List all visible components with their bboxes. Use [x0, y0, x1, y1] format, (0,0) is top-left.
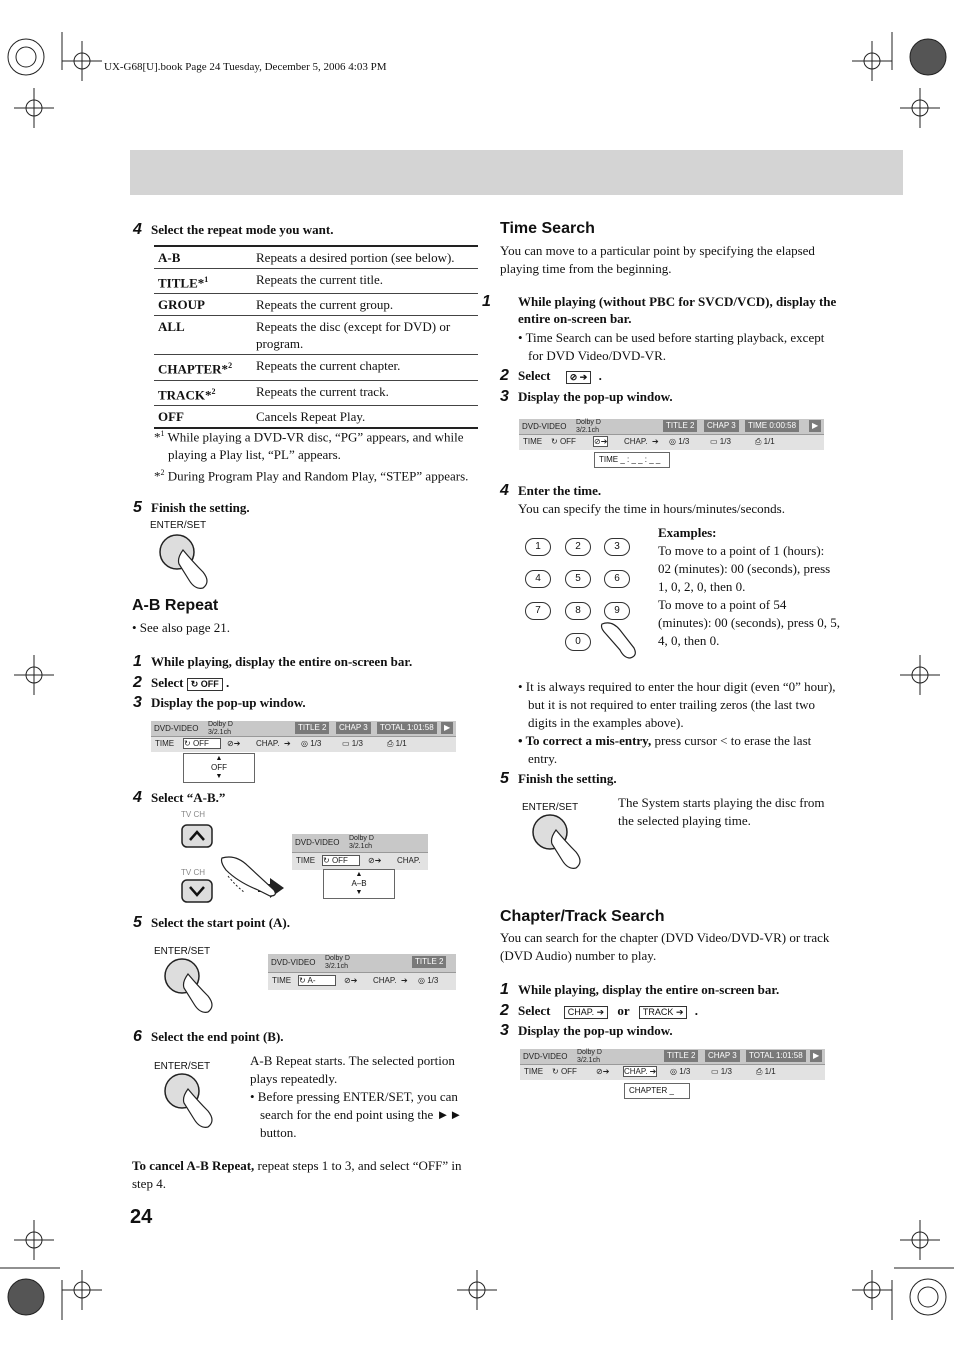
repeat-field: ↻ OFF: [552, 1067, 577, 1076]
step-5: 5 Finish the setting.: [133, 499, 250, 516]
osd-bar-ab: DVD-VIDEO Dolby D 3/2.1ch TITLE 2 CHAP 3 TOTAL 1:01:58 ▶ TIME ↻ OFF ⊘➔ CHAP. ➔ ◎ 1/3 ▭ 1/3 ⎙ 1/1: [151, 721, 456, 752]
ts-step-1: 1 While playing (without PBC for SVCD/VCD), display the entire on-screen bar.: [482, 293, 837, 326]
repeat-field: ↻ OFF: [183, 738, 221, 749]
time-search-icon: ⊘➔: [368, 856, 382, 865]
finger-icon: [598, 620, 640, 662]
time-search-intro: You can move to a particular point by specifying the elapsed playing time from the beginning.: [500, 243, 815, 276]
time-search-heading: Time Search: [500, 220, 595, 237]
footnotes: [154, 425, 479, 486]
ab-step-1: 1 While playing, display the entire on-screen bar.: [133, 653, 413, 670]
ts-step-1-bullet: • Time Search can be used before starting playback, except for DVD Video/DVD-VR.: [518, 330, 825, 363]
repeat-mode-desc: Cancels Repeat Play.: [252, 405, 478, 428]
popup-time-entry: TIME _ : _ _ : _ _: [594, 452, 670, 468]
subtitle-icon: ▭ 1/3: [710, 437, 731, 446]
repeat-mode-desc: Repeats the current chapter.: [252, 355, 478, 380]
enter-set-button-icon: [160, 956, 230, 1014]
cs-step-1: 1 While playing, display the entire on-screen bar.: [500, 981, 780, 998]
repeat-mode-row: [154, 246, 478, 269]
osd-bar-time-search: DVD-VIDEO Dolby D 3/2.1ch TITLE 2 CHAP 3 TIME 0:00:58 ▶ TIME ↻ OFF ⊘➔ CHAP. ➔ ◎ 1/3 ▭ 1/3 ⎙ 1/1: [519, 419, 824, 450]
repeat-mode-key: GROUP: [154, 294, 252, 316]
chap-field: CHAP. ➔: [624, 1067, 657, 1076]
audio-icon: ◎ 1/3: [301, 739, 322, 748]
audio-icon: ◎ 1/3: [670, 1067, 691, 1076]
enter-set-button-icon: [528, 812, 598, 870]
ts-step-4: 4 Enter the time.: [500, 482, 602, 499]
ts-step-2: 2 Select ⊘ ➔ .: [500, 367, 602, 384]
ab-step-5: 5 Select the start point (A).: [133, 914, 290, 931]
step-number: 4: [133, 221, 142, 238]
up-arrow-icon: ▲: [355, 871, 363, 878]
key-6: 6: [604, 570, 630, 588]
ab-see-also: • See also page 21.: [132, 620, 231, 635]
repeat-mode-key: TRACK*$^2$: [154, 380, 252, 405]
repeat-mode-row: [154, 269, 478, 294]
repeat-mode-row: [154, 294, 478, 316]
arrow-icon: ➔: [401, 976, 408, 985]
angle-icon: ⎙ 1/1: [387, 739, 407, 748]
repeat-mode-key: CHAPTER*$^2$: [154, 355, 252, 380]
repeat-mode-row: [154, 355, 478, 380]
repeat-mode-key: OFF: [154, 405, 252, 428]
arrow-icon: ➔: [652, 437, 659, 446]
key-5: 5: [565, 570, 591, 588]
chapter-search-intro: You can search for the chapter (DVD Video/DVD-VR) or track (DVD Audio) number to play.: [500, 930, 830, 963]
angle-icon: ⎙ 1/1: [756, 1067, 776, 1076]
repeat-mode-desc: Repeats the current title.: [252, 269, 478, 294]
audio-icon: ◎ 1/3: [418, 976, 439, 985]
repeat-mode-desc: Repeats a desired portion (see below).: [252, 246, 478, 269]
time-search-icon: ⊘➔: [227, 739, 241, 748]
enter-set-label: ENTER/SET: [522, 802, 579, 813]
header-band: [130, 150, 903, 195]
play-icon: ▶: [810, 1050, 822, 1062]
footnote-2: *$^2$ During Program Play and Random Play, “STEP” appears.: [154, 468, 469, 484]
enter-set-label: ENTER/SET: [154, 1061, 211, 1072]
repeat-off-key: ↻ OFF: [187, 678, 223, 691]
examples: Examples: To move to a point of 1 (hours): 02 (minutes): 00 (seconds), press 1, 0, 2, 0, then 0. To move to a point of 54 (minutes): 00 (seconds), press 0, 5, 4, 0, then 0.: [658, 525, 840, 648]
osd-bar-ab-select: DVD-VIDEO Dolby D 3/2.1ch TIME ↻ OFF ⊘➔ CHAP.: [292, 834, 428, 870]
chap-key: CHAP. ➔: [564, 1006, 608, 1019]
down-arrow-icon: ▼: [215, 773, 223, 780]
enter-set-button-icon: [155, 532, 225, 590]
subtitle-icon: ▭ 1/3: [711, 1067, 732, 1076]
repeat-mode-desc: Repeats the disc (except for DVD) or program.: [252, 316, 478, 355]
key-9: 9: [604, 602, 630, 620]
repeat-field: ↻ A-: [298, 975, 336, 986]
ts-step-5: 5 Finish the setting.: [500, 770, 617, 787]
osd-bar-chapter-search: DVD-VIDEO Dolby D 3/2.1ch TITLE 2 CHAP 3 TOTAL 1:01:58 ▶ TIME ↻ OFF ⊘➔ CHAP. ➔ ◎ 1/3 ▭ 1/3 ⎙ 1/1: [520, 1049, 825, 1080]
ab-step-6: 6 Select the end point (B).: [133, 1028, 284, 1045]
step-4: 4 Select the repeat mode you want.: [133, 221, 334, 238]
time-search-icon: ⊘➔: [594, 437, 608, 446]
page-number: 24: [130, 1206, 153, 1228]
footnote-1: *$^1$ While playing a DVD-VR disc, “PG” appears, and while playing a Play list, “PL” appears.: [154, 429, 464, 463]
repeat-mode-key: A-B: [154, 246, 252, 269]
osd-bar-start-point: DVD-VIDEO Dolby D 3/2.1ch TITLE 2 TIME ↻ A- ⊘➔ CHAP. ➔ ◎ 1/3: [268, 954, 456, 990]
angle-icon: ⎙ 1/1: [755, 437, 775, 446]
time-search-key-icon: ⊘ ➔: [566, 371, 592, 384]
mis-entry-note: • To correct a mis-entry, press cursor < to erase the last entry.: [518, 733, 812, 766]
repeat-field: ↻ OFF: [322, 855, 360, 866]
key-2: 2: [565, 538, 591, 556]
track-key: TRACK ➔: [639, 1006, 688, 1019]
time-search-icon: ⊘➔: [344, 976, 358, 985]
repeat-mode-table: [154, 245, 478, 429]
repeat-mode-key: ALL: [154, 316, 252, 355]
cancel-ab-note: To cancel A-B Repeat, repeat steps 1 to 3, and select “OFF” in step 4.: [132, 1158, 462, 1191]
repeat-mode-desc: Repeats the current group.: [252, 294, 478, 316]
time-search-icon: ⊘➔: [596, 1067, 610, 1076]
ab-step-4: 4 Select “A-B.”: [133, 789, 226, 806]
book-info-line: UX-G68[U].book Page 24 Tuesday, December 5, 2006 4:03 PM: [104, 61, 387, 73]
up-arrow-icon: ▲: [215, 755, 223, 762]
down-arrow-icon: ▼: [355, 889, 363, 896]
ab-step-2: 2 Select ↻ OFF .: [133, 674, 230, 691]
ts-step-3: 3 Display the pop-up window.: [500, 388, 673, 405]
key-3: 3: [604, 538, 630, 556]
key-0: 0: [565, 633, 591, 651]
audio-icon: ◎ 1/3: [669, 437, 690, 446]
key-8: 8: [565, 602, 591, 620]
ab-repeat-heading: A-B Repeat: [132, 597, 219, 614]
play-icon: ▶: [809, 420, 821, 432]
tv-ch-label-up: TV CH: [181, 810, 205, 819]
repeat-mode-row: [154, 380, 478, 405]
ab-step-3: 3 Display the pop-up window.: [133, 694, 306, 711]
ts-step-4-body: You can specify the time in hours/minutes/seconds.: [518, 501, 785, 516]
ab-step-6-body: A-B Repeat starts. The selected portion plays repeatedly. • Before pressing ENTER/SET, you can search for the end point using the ►► button.: [250, 1053, 463, 1140]
arrow-icon: ➔: [284, 739, 291, 748]
repeat-mode-row: [154, 316, 478, 355]
play-icon: ▶: [441, 722, 453, 734]
chapter-track-search-heading: Chapter/Track Search: [500, 908, 665, 925]
enter-set-label: ENTER/SET: [154, 946, 211, 957]
popup-off: ▲ OFF ▼: [183, 753, 255, 783]
cs-step-2: 2 Select CHAP. ➔ or TRACK ➔ .: [500, 1002, 698, 1019]
repeat-mode-key: TITLE*$^1$: [154, 269, 252, 294]
key-1: 1: [525, 538, 551, 556]
subtitle-icon: ▭ 1/3: [342, 739, 363, 748]
ts-notes: • It is always required to enter the hour digit (even “0” hour), but it is not required to enter trailing zeros (the last two digits in the examples above). • To correct a mis-entry, press cursor < to erase the last entry.: [518, 678, 843, 768]
repeat-mode-desc: Repeats the current track.: [252, 380, 478, 405]
popup-chapter-entry: CHAPTER _: [624, 1083, 690, 1099]
enter-set-label: ENTER/SET: [150, 520, 207, 531]
repeat-field: ↻ OFF: [551, 437, 576, 446]
tv-ch-label-down: TV CH: [181, 868, 205, 877]
popup-ab: ▲ A–B ▼: [323, 869, 395, 899]
finger-icon: [218, 852, 280, 898]
key-7: 7: [525, 602, 551, 620]
enter-set-button-icon: [160, 1071, 230, 1129]
cs-step-3: 3 Display the pop-up window.: [500, 1022, 673, 1039]
tv-ch-up-button-icon: [180, 820, 216, 850]
key-4: 4: [525, 570, 551, 588]
ts-step-5-body: The System starts playing the disc from the selected playing time.: [618, 795, 825, 828]
